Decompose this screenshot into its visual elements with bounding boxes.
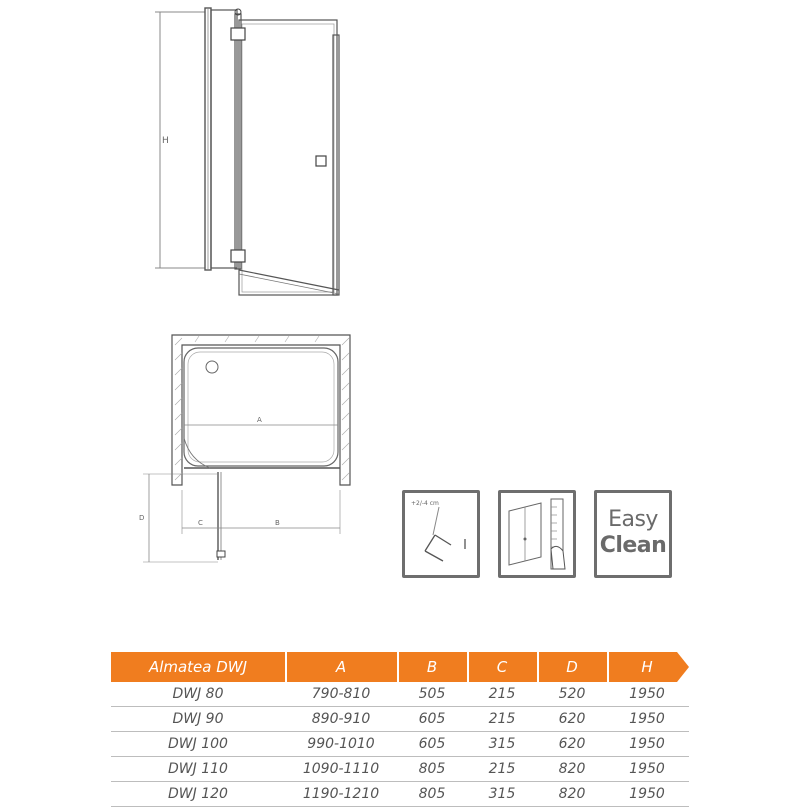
cell-h: 1950 [629,786,665,802]
easy-clean-line2: Clean [599,533,667,558]
easy-clean-line1: Easy [608,507,658,532]
header-d: D [566,658,578,676]
cell-model: DWJ 90 [172,711,224,727]
cell-model: DWJ 100 [168,736,228,752]
adjustment-range-label: +2/-4 cm [411,500,439,507]
cell-d: 620 [558,711,586,727]
cell-a: 1090-1110 [302,761,380,777]
cell-a: 1190-1210 [302,786,380,802]
cell-h: 1950 [629,686,665,702]
cell-b: 505 [418,686,446,702]
cell-c: 215 [488,761,516,777]
cell-c: 215 [488,711,516,727]
header-model: Almatea DWJ [148,658,248,676]
cell-d: 620 [558,736,586,752]
wall-profile-icon [498,490,576,578]
header-a: A [335,658,347,676]
cell-d: 820 [558,761,586,777]
header-b: B [426,658,438,676]
table-row [111,732,689,757]
cell-model: DWJ 120 [168,786,228,802]
dimensions-table [111,652,689,807]
table-row [111,757,689,782]
cell-c: 315 [488,736,516,752]
table-row [111,782,689,807]
cell-model: DWJ 80 [172,686,224,702]
dimension-a-label: A [257,416,262,424]
cell-a: 990-1010 [307,736,375,752]
cell-d: 820 [558,786,586,802]
cell-b: 805 [418,786,446,802]
header-h: H [641,658,653,676]
cell-a: 790-810 [311,686,371,702]
table-row [111,707,689,732]
header-c: C [496,658,508,676]
cell-c: 315 [488,786,516,802]
dimension-d-label: D [139,514,145,522]
height-dimension-label: H [162,136,169,146]
easy-clean-icon [594,490,672,578]
cell-b: 605 [418,711,446,727]
front-view-drawing [150,0,370,300]
cell-d: 520 [558,686,586,702]
hinge-adjustment-icon [402,490,480,578]
cell-h: 1950 [629,736,665,752]
dimension-c-label: C [198,519,203,527]
cell-h: 1950 [629,711,665,727]
table-header [111,652,689,682]
cell-h: 1950 [629,761,665,777]
dimension-b-label: B [275,519,280,527]
cell-b: 805 [418,761,446,777]
cell-c: 215 [488,686,516,702]
cell-b: 605 [418,736,446,752]
cell-a: 890-910 [311,711,371,727]
cell-model: DWJ 110 [168,761,228,777]
plan-view-drawing [135,330,365,570]
table-row [111,682,689,707]
